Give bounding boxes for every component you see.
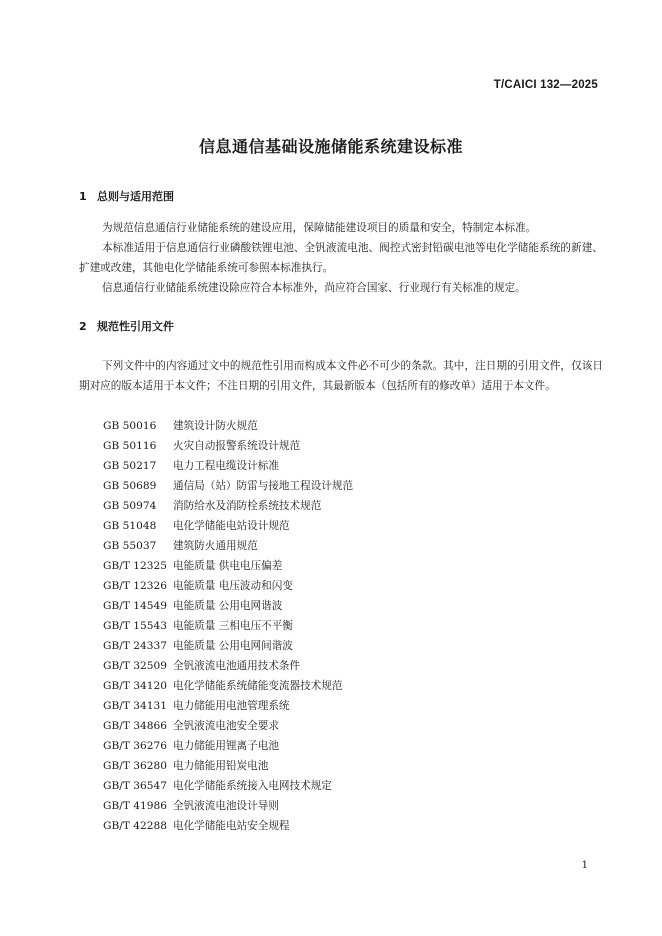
reference-item <box>103 516 353 536</box>
reference-item <box>103 616 353 636</box>
reference-title: 电能质量 供电电压偏差 <box>173 560 283 572</box>
reference-code: GB/T 34120 <box>103 680 167 692</box>
document-title: 信息通信基础设施储能系统建设标准 <box>198 137 463 156</box>
reference-title: 全钒液流电池安全要求 <box>173 720 279 732</box>
reference-code: GB/T 41986 <box>103 800 167 812</box>
reference-item <box>103 696 353 716</box>
reference-item <box>103 776 353 796</box>
reference-item <box>103 496 353 516</box>
reference-item <box>103 656 353 676</box>
reference-title: 电能质量 三相电压不平衡 <box>173 620 293 632</box>
section-1-paragraph-2: 本标准适用于信息通信行业磷酸铁锂电池、全钒液流电池、阀控式密封铅碳电池等电化学储能系统的新建、扩建或改建，其他电化学储能系统可参照本标准执行。 <box>79 242 603 274</box>
reference-title: 电能质量 公用电网谐波 <box>173 600 283 612</box>
reference-title: 电能质量 电压波动和闪变 <box>173 580 293 592</box>
reference-title: 电力工程电缆设计标准 <box>173 460 279 472</box>
reference-code: GB 50016 <box>103 420 157 432</box>
reference-title: 电能质量 公用电网间谐波 <box>173 640 293 652</box>
reference-code: GB/T 15543 <box>103 620 167 632</box>
reference-item <box>103 636 353 656</box>
reference-title: 火灾自动报警系统设计规范 <box>173 440 301 452</box>
reference-code: GB 50116 <box>103 440 157 452</box>
reference-code: GB/T 24337 <box>103 640 167 652</box>
standard-number: T/CAICI 132—2025 <box>493 79 598 91</box>
reference-item <box>103 716 353 736</box>
reference-code: GB/T 42288 <box>103 820 167 832</box>
page-number: 1 <box>581 860 588 871</box>
reference-item <box>103 456 353 476</box>
reference-item <box>103 596 353 616</box>
reference-code: GB/T 12326 <box>103 580 167 592</box>
reference-code: GB/T 14549 <box>103 600 167 612</box>
reference-code: GB/T 12325 <box>103 560 167 572</box>
reference-title: 电化学储能电站安全规程 <box>173 820 290 832</box>
section-1-number: 1 <box>79 190 87 203</box>
reference-code: GB/T 36280 <box>103 760 167 772</box>
reference-title: 电力储能用铅炭电池 <box>173 760 269 772</box>
reference-code: GB/T 34866 <box>103 720 167 732</box>
section-1-heading <box>79 188 174 204</box>
reference-item <box>103 816 353 836</box>
section-2-intro: 下列文件中的内容通过文中的规范性引用而构成本文件必不可少的条款。其中，注日期的引用文件，仅该日期对应的版本适用于本文件；不注日期的引用文件，其最新版本（包括所有的修改单）适用于本文件。 <box>79 360 603 392</box>
reference-code: GB/T 36276 <box>103 740 167 752</box>
reference-code: GB 50689 <box>103 480 157 492</box>
section-1-paragraph-3: 信息通信行业储能系统建设除应符合本标准外，尚应符合国家、行业现行有关标准的规定。 <box>102 282 526 294</box>
reference-list <box>103 416 353 836</box>
reference-title: 电化学储能系统接入电网技术规定 <box>173 780 332 792</box>
reference-item <box>103 476 353 496</box>
reference-item <box>103 556 353 576</box>
reference-code: GB 55037 <box>103 540 157 552</box>
reference-title: 建筑设计防火规范 <box>173 420 258 432</box>
section-1-paragraph-1: 为规范信息通信行业储能系统的建设应用，保障储能建设项目的质量和安全，特制定本标准。 <box>102 222 537 234</box>
section-2-heading <box>79 318 174 334</box>
section-2-number: 2 <box>79 320 87 333</box>
reference-code: GB 50217 <box>103 460 157 472</box>
reference-item <box>103 676 353 696</box>
reference-title: 电化学储能系统储能变流器技术规范 <box>173 680 343 692</box>
reference-item <box>103 756 353 776</box>
reference-title: 电力储能用锂离子电池 <box>173 740 279 752</box>
reference-item <box>103 536 353 556</box>
section-1-title: 总则与适用范围 <box>97 190 174 203</box>
reference-item <box>103 416 353 436</box>
reference-code: GB/T 36547 <box>103 780 167 792</box>
reference-code: GB 51048 <box>103 520 157 532</box>
reference-item <box>103 796 353 816</box>
reference-item <box>103 736 353 756</box>
reference-code: GB/T 32509 <box>103 660 167 672</box>
reference-code: GB 50974 <box>103 500 157 512</box>
section-2-title: 规范性引用文件 <box>97 320 174 333</box>
reference-item <box>103 576 353 596</box>
reference-code: GB/T 34131 <box>103 700 167 712</box>
reference-item <box>103 436 353 456</box>
reference-title: 消防给水及消防栓系统技术规范 <box>173 500 322 512</box>
reference-title: 通信局（站）防雷与接地工程设计规范 <box>173 480 354 492</box>
reference-title: 全钒液流电池设计导则 <box>173 800 279 812</box>
reference-title: 建筑防火通用规范 <box>173 540 258 552</box>
reference-title: 全钒液流电池通用技术条件 <box>173 660 301 672</box>
reference-title: 电力储能用电池管理系统 <box>173 700 290 712</box>
reference-title: 电化学储能电站设计规范 <box>173 520 290 532</box>
